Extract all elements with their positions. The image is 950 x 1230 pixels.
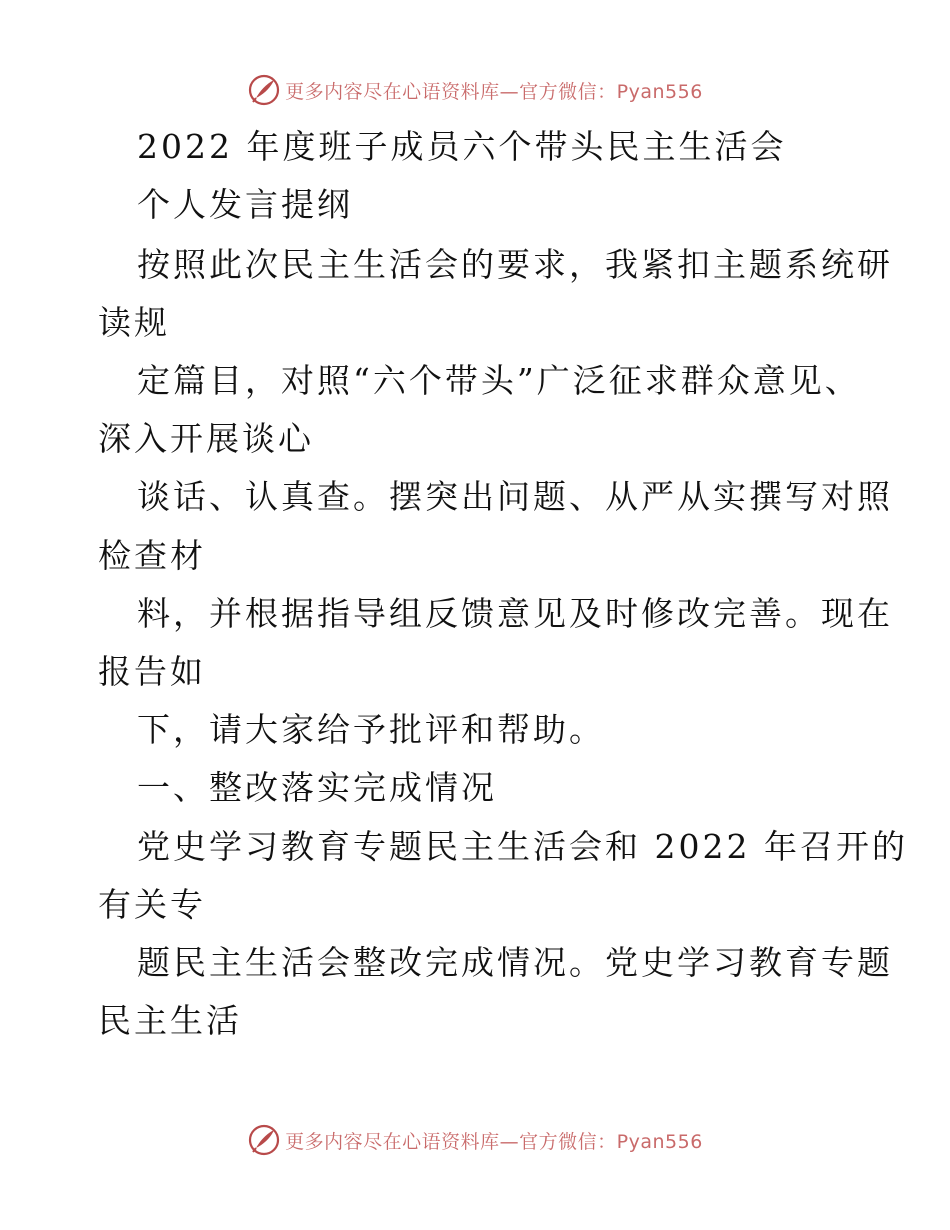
doc-title-line-1: 2022 年度班子成员六个带头民主生活会 xyxy=(137,127,787,166)
watermark-text: 更多内容尽在心语资料库—官方微信：Pyan556 xyxy=(285,1130,703,1153)
footer-watermark xyxy=(0,1120,950,1160)
paragraph-line: 民主生活 xyxy=(98,1001,242,1040)
paragraph-line: 读规 xyxy=(98,303,170,342)
watermark-text: 更多内容尽在心语资料库—官方微信：Pyan556 xyxy=(285,80,703,103)
quill-pen-logo-icon xyxy=(247,73,281,107)
paragraph-line: 党史学习教育专题民主生活会和 2022 年召开的 xyxy=(137,827,908,866)
header-watermark xyxy=(0,70,950,110)
paragraph-line: 谈话、认真查。摆突出问题、从严从实撰写对照 xyxy=(137,477,893,516)
paragraph-line: 按照此次民主生活会的要求，我紧扣主题系统研 xyxy=(137,245,893,284)
paragraph-line: 报告如 xyxy=(98,652,206,691)
paragraph-line: 题民主生活会整改完成情况。党史学习教育专题 xyxy=(137,943,893,982)
paragraph-line: 深入开展谈心 xyxy=(98,419,314,458)
quill-pen-logo-icon xyxy=(247,1123,281,1157)
section-heading: 一、整改落实完成情况 xyxy=(137,768,497,807)
paragraph-line: 有关专 xyxy=(98,885,206,924)
paragraph-line: 下，请大家给予批评和帮助。 xyxy=(137,710,605,749)
paragraph-line: 定篇目，对照“六个带头”广泛征求群众意见、 xyxy=(137,361,861,400)
paragraph-line: 检查材 xyxy=(98,536,206,575)
doc-title-line-2: 个人发言提纲 xyxy=(137,185,353,224)
paragraph-line: 料，并根据指导组反馈意见及时修改完善。现在 xyxy=(137,594,893,633)
